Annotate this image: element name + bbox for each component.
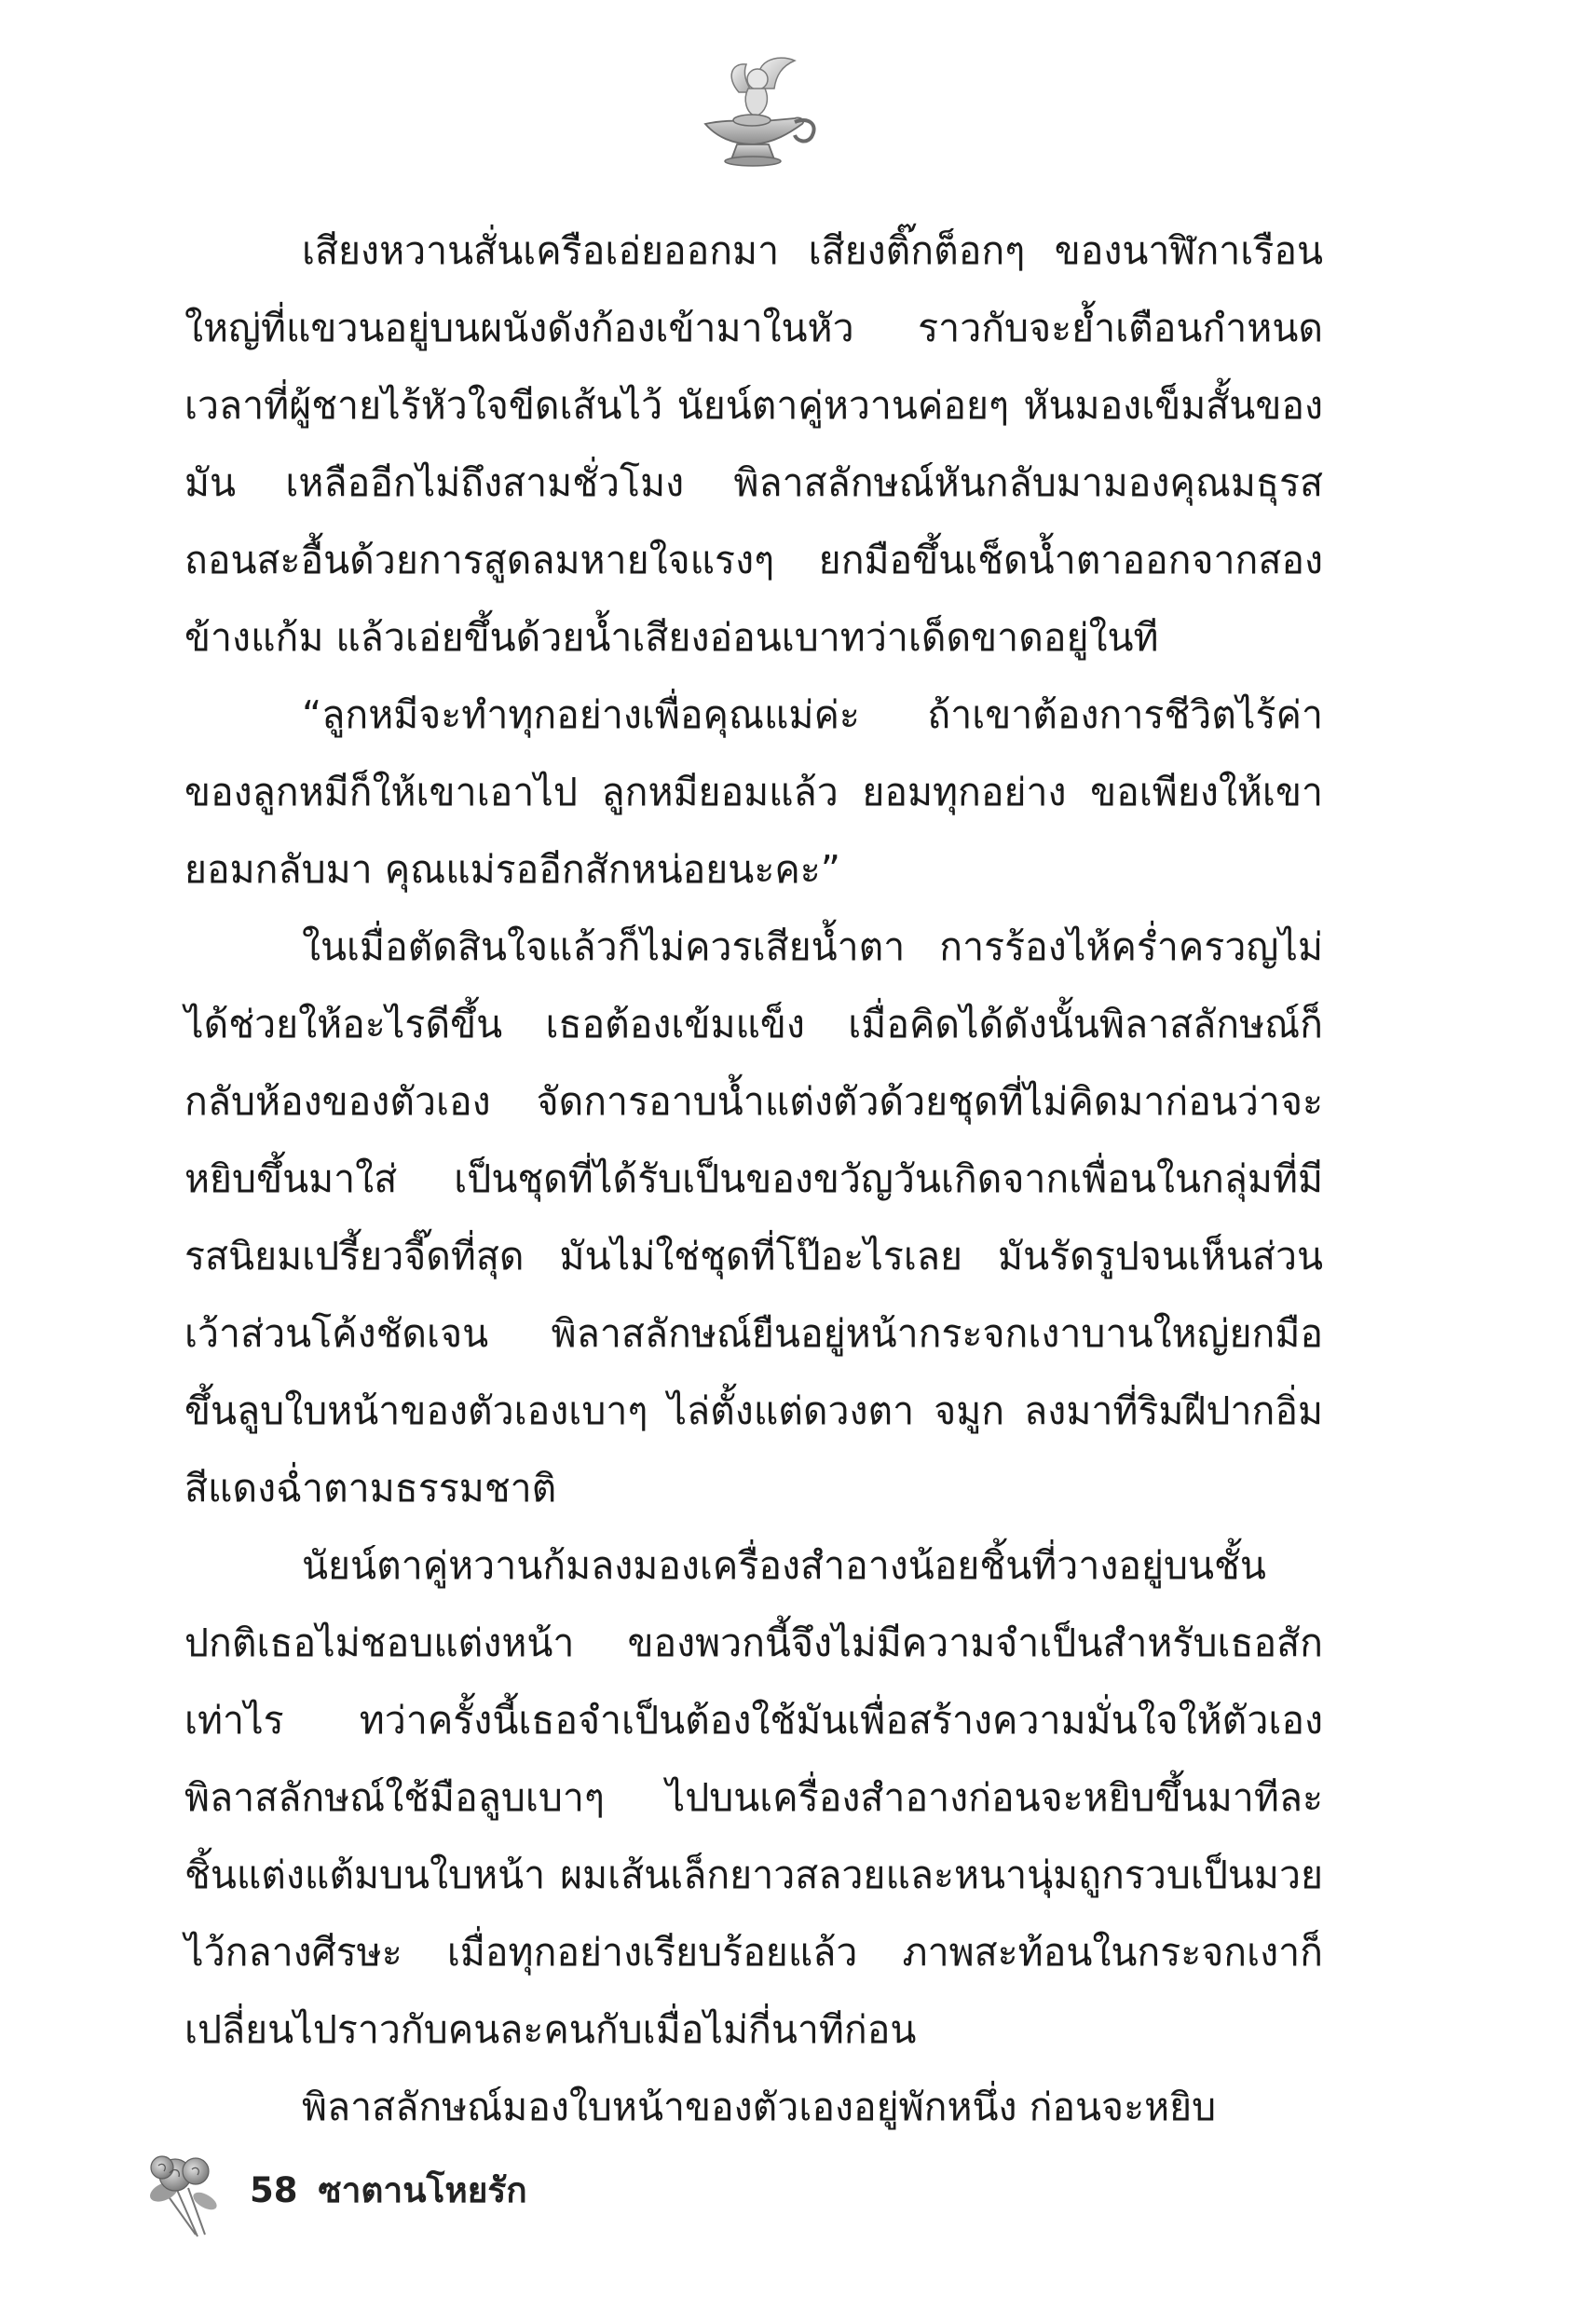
book-title: ซาตานโหยรัก: [318, 2170, 527, 2210]
paragraph: พิลาสลักษณ์มองใบหน้าของตัวเองอยู่พักหนึ่ง ก่อนจะหยิบ: [302, 2085, 1217, 2129]
cupid-lamp-icon: [685, 51, 825, 177]
page-number: 58: [250, 2170, 298, 2210]
paragraph: ในเมื่อตัดสินใจแล้วก็ไม่ควรเสียน้ำตา การร้องไห้คร่ำครวญไม่ได้ช่วยให้อะไรดีขึ้น เธอต้องเข้มแข็ง เมื่อคิดได้ดังนั้นพิลาสลักษณ์ก็กลับห้องของตัวเอง จัดการอาบน้ำแต่งตัวด้วยชุดที่ไม่คิดมาก่อนว่าจะหยิบขึ้นมาใส่ เป็นชุดที่ได้รับเป็นของขวัญวันเกิดจากเพื่อนในกลุ่มที่มีรสนิยมเปรี้ยวจี๊ดที่สุด มันไม่ใช่ชุดที่โป๊อะไรเลย มันรัดรูปจนเห็นส่วนเว้าส่วนโค้งชัดเจน พิลาสลักษณ์ยืนอยู่หน้ากระจกเงาบานใหญ่ยกมือขึ้นลูบใบหน้าของตัวเองเบาๆ ไล่ตั้งแต่ดวงตา จมูก ลงมาที่ริมฝีปากอิ่มสีแดงฉ่ำตามธรรมชาติ: [184, 924, 1323, 1511]
page-footer: [140, 2143, 699, 2246]
rose-bouquet-icon: [140, 2143, 228, 2241]
footer-caption: [250, 2167, 527, 2214]
story-body: [184, 212, 1323, 2146]
paragraph: เสียงหวานสั่นเครือเอ่ยออกมา เสียงติ๊กต็อกๆ ของนาฬิกาเรือนใหญ่ที่แขวนอยู่บนผนังดังก้องเข้ามาในหัว ราวกับจะย้ำเตือนกำหนดเวลาที่ผู้ชายไร้หัวใจขีดเส้นไว้ นัยน์ตาคู่หวานค่อยๆ หันมองเข็มสั้นของมัน เหลืออีกไม่ถึงสามชั่วโมง พิลาสลักษณ์หันกลับมามองคุณมธุรส ถอนสะอื้นด้วยการสูดลมหายใจแรงๆ ยกมือขึ้นเช็ดน้ำตาออกจากสองข้างแก้ม แล้วเอ่ยขึ้นด้วยน้ำเสียงอ่อนเบาทว่าเด็ดขาดอยู่ในที: [184, 228, 1323, 660]
paragraph: นัยน์ตาคู่หวานก้มลงมองเครื่องสำอางน้อยชิ้นที่วางอยู่บนชั้น ปกติเธอไม่ชอบแต่งหน้า ของพวกนี้จึงไม่มีความจำเป็นสำหรับเธอสักเท่าไร ทว่าครั้งนี้เธอจำเป็นต้องใช้มันเพื่อสร้างความมั่นใจให้ตัวเองพิลาสลักษณ์ใช้มือลูบเบาๆ ไปบนเครื่องสำอางก่อนจะหยิบขึ้นมาทีละชิ้นแต่งแต้มบนใบหน้า ผมเส้นเล็กยาวสลวยและหนานุ่มถูกรวบเป็นมวยไว้กลางศีรษะ เมื่อทุกอย่างเรียบร้อยแล้ว ภาพสะท้อนในกระจกเงาก็เปลี่ยนไปราวกับคนละคนกับเมื่อไม่กี่นาทีก่อน: [184, 1543, 1323, 2052]
paragraph: “ลูกหมีจะทำทุกอย่างเพื่อคุณแม่ค่ะ ถ้าเขาต้องการชีวิตไร้ค่าของลูกหมีก็ให้เขาเอาไป ลูกหมียอมแล้ว ยอมทุกอย่าง ขอเพียงให้เขายอมกลับมา คุณแม่รออีกสักหน่อยนะคะ”: [184, 692, 1323, 892]
